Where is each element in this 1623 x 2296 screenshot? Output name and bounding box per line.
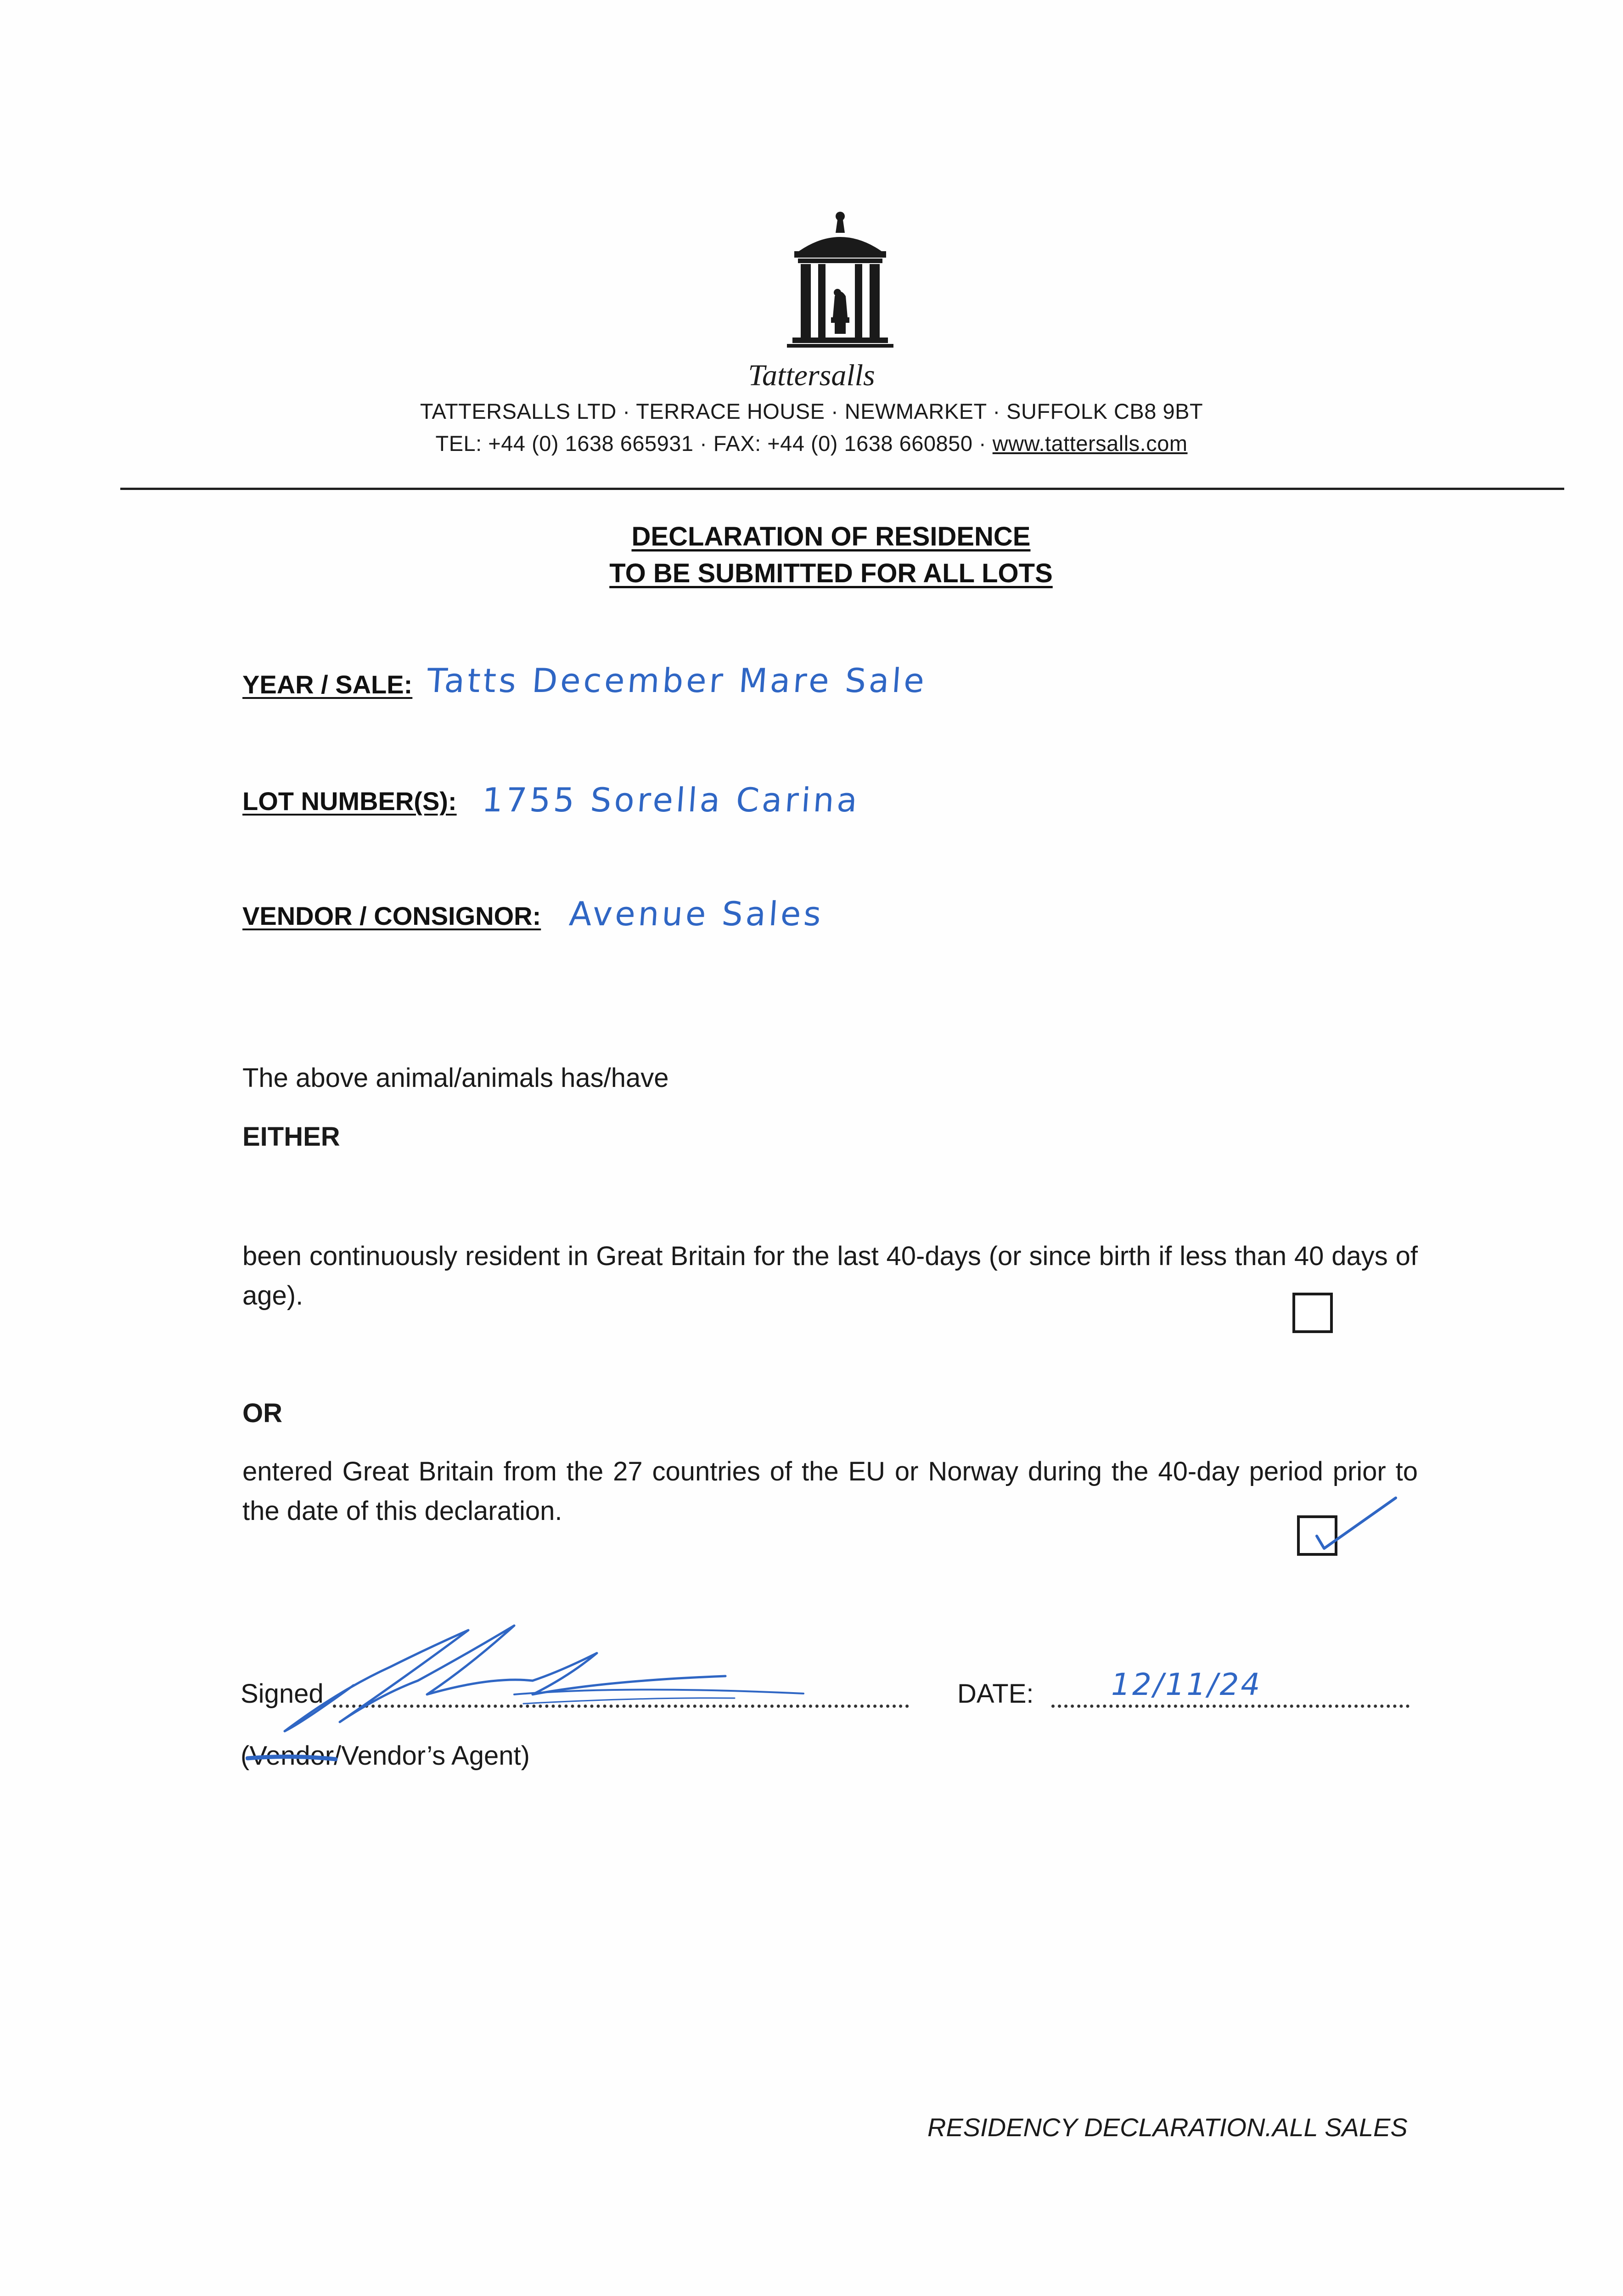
vendor-label: VENDOR / CONSIGNOR: (242, 901, 541, 930)
footer-reference: RESIDENCY DECLARATION.ALL SALES (927, 2113, 1408, 2142)
option2-text: entered Great Britain from the 27 countries of the EU or Norway during the 40-day period prior to the date of this declaration. (242, 1457, 1418, 1526)
date-label: DATE: (957, 1679, 1034, 1709)
year-sale-label: YEAR / SALE: (242, 670, 413, 699)
or-label: OR (242, 1398, 282, 1428)
option1-checkbox[interactable] (1292, 1293, 1333, 1333)
lot-numbers-label: LOT NUMBER(S): (242, 787, 457, 816)
checkmark-icon (1309, 1492, 1400, 1561)
company-contact (0, 431, 1623, 456)
either-label: EITHER (242, 1122, 340, 1152)
option1-text: been continuously resident in Great Britain for the last 40-days (or since birth if less than 40 days of age). (242, 1241, 1418, 1311)
company-name: Tattersalls (748, 359, 875, 392)
signed-label: Signed (241, 1679, 324, 1709)
role-vendor-text: Vendor (249, 1741, 334, 1771)
date-line (1051, 1705, 1410, 1708)
tattersalls-rotunda-logo-icon (781, 209, 900, 360)
role-struck-vendor (249, 1741, 334, 1771)
role-open-paren: ( (241, 1741, 250, 1771)
document-title: DECLARATION OF RESIDENCE (631, 522, 1031, 551)
intro-text: The above animal/animals has/have (242, 1063, 669, 1093)
document-subtitle: TO BE SUBMITTED FOR ALL LOTS (609, 558, 1053, 588)
website-link[interactable]: www.tattersalls.com (992, 431, 1188, 456)
signatory-role (241, 1740, 530, 1771)
vendor-value[interactable]: Avenue Sales (568, 895, 825, 933)
date-value[interactable]: 12/11/24 (1111, 1667, 1262, 1702)
year-sale-value[interactable]: Tatts December Mare Sale (426, 661, 928, 700)
contact-phone-fax: TEL: +44 (0) 1638 665931 · FAX: +44 (0) 1638 660850 · (435, 431, 993, 456)
lot-numbers-value[interactable]: 1755 Sorella Carina (481, 781, 861, 819)
role-agent-text: /Vendor’s Agent) (334, 1741, 530, 1771)
strikethrough-icon (246, 1751, 337, 1765)
company-address: TATTERSALLS LTD · TERRACE HOUSE · NEWMARKET · SUFFOLK CB8 9BT (420, 399, 1203, 423)
signature-scribble-icon (275, 1616, 826, 1736)
letterhead-divider (120, 488, 1564, 490)
